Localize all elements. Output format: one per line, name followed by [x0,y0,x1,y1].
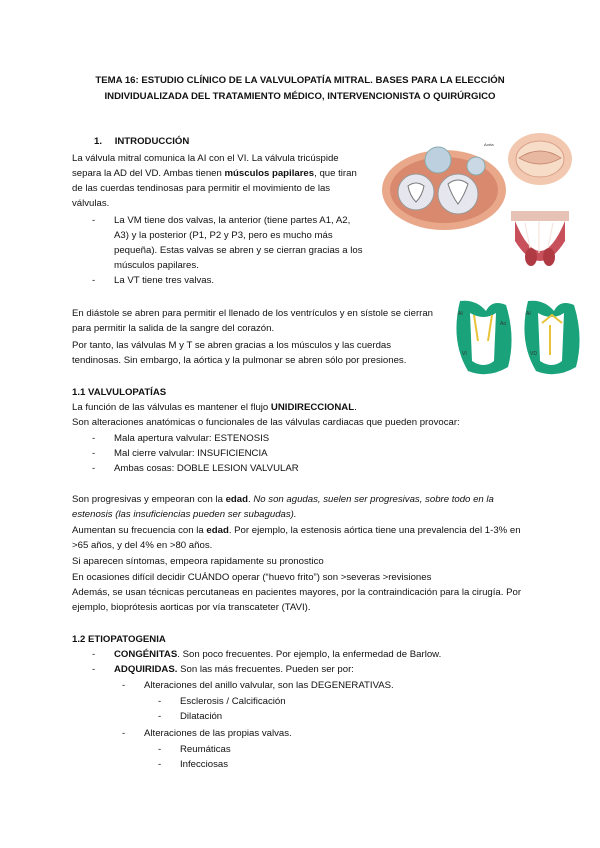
text-bold: músculos papilares [224,168,315,179]
valv-paragraph-4 [72,523,532,553]
list-item [92,662,532,677]
valv-paragraph-2: Son alteraciones anatómicas o funcionales de las válvulas cardiacas que pueden provocar: [72,417,460,428]
etio-sub1 [122,678,522,693]
etio-sub2-items [158,742,458,772]
intro-bullets [92,213,367,288]
list-item: - Dilatación [158,709,458,724]
list-item: - La VT tiene tres valvas. [92,273,367,288]
figure-label: AI [458,311,463,317]
text-italic: No son agudas, suelen ser progresivas, sobre todo en la estenosis (las insuficiencias pueden ser subagudas). [72,494,494,520]
text: . Son poco frecuentes. Por ejemplo, la enfermedad de Barlow. [177,649,442,660]
figure-label: AI [526,311,531,317]
text: Son progresivas y empeoran con la [72,494,226,505]
diastole-diagram [452,295,517,377]
systole-diagram [520,295,585,377]
figure-label: VD [530,351,537,357]
text: . [354,402,357,413]
list-item: - Esclerosis / Calcificación [158,694,458,709]
figure-label: VI [462,351,467,357]
list-item: - Mal cierre valvular: INSUFICIENCIA [92,446,492,461]
intro-paragraph-2: En diástole se abren para permitir el llenado de los ventrículos y en sístole se cierran para permitir la salida de la sangre del corazón. [72,308,434,334]
intro-paragraph-3: Por tanto, las válvulas M y T se abren gracias a los músculos y las cuerdas tendinosas. Sin embargo, la aórtica y la pulmonar se abren sólo por presiones. [72,340,407,366]
valv-paragraph-1 [72,400,532,415]
page-title: TEMA 16: ESTUDIO CLÍNICO DE LA VALVULOPATÍA MITRAL. BASES PARA LA ELECCIÓN INDIVIDUALIZADA DEL TRATAMIENTO MÉDICO, INTERVENCIONISTA O QUIRÚRGICO [95,75,505,102]
text: . Por ejemplo, la estenosis aórtica tiene una prevalencia del 1-3% en >65 años, y del 4% en >80 años. [72,525,521,551]
valv-paragraph-5: Si aparecen síntomas, empeora rapidamente su pronostico [72,556,324,567]
section-heading-valvulopatias: 1.1 VALVULOPATÍAS [72,387,167,398]
text: Aumentan su frecuencia con la [72,525,207,536]
text-bold: edad [225,494,248,505]
valv-bullets [92,431,492,476]
list-item: - Infecciosas [158,757,458,772]
text: La válvula mitral comunica la AI con el VI. La válvula tricúspide separa la AD del VD. Ambas tienen [72,153,339,179]
list-item: - La VM tiene dos valvas, la anterior (tiene partes A1, A2, A3) y la posterior (P1, P2 y P3, pero es mucho más pequeña). Estas valvas se abren y se cierran gracias a los músculos papilares. [92,213,367,273]
etio-sub1-items [158,694,458,724]
mitral-valve-photo [505,128,575,190]
figure-label: Aorta [484,142,494,147]
section-number: 1. [94,136,103,147]
section-heading-etiopatogenia: 1.2 ETIOPATOGENIA [72,634,166,645]
figure-label: Ao [500,321,507,327]
intro-paragraph-1 [72,151,367,211]
valv-paragraph-7: Además, se usan técnicas percutaneas en pacientes mayores, por la contraindicación para la cirugía. Por ejemplo, bioprótesis aorticas por vía transcateter (TAVI). [72,587,522,613]
text-bold: UNIDIRECCIONAL [270,402,355,413]
text: La función de las válvulas es mantener el flujo [72,402,271,413]
valv-paragraph-3 [72,492,532,522]
text: Son las más frecuentes. Pueden ser por: [177,664,354,675]
list-item [92,647,532,662]
valv-paragraph-6: En ocasiones difícil decidir CUÁNDO operar (“huevo frito”) son >severas >revisiones [72,572,432,583]
text-bold: edad [206,525,229,536]
heart-valves-figure [372,132,522,242]
section-heading-intro [94,134,189,149]
list-item: - Reumáticas [158,742,458,757]
papillary-muscle-figure [505,205,575,275]
section-title: INTRODUCCIÓN [114,136,190,147]
text-bold: CONGÉNITAS [114,649,178,660]
etio-bullets [92,647,532,677]
text: . [248,494,254,505]
list-item: - Ambas cosas: DOBLE LESION VALVULAR [92,461,492,476]
list-item: - Alteraciones del anillo valvular, son las DEGENERATIVAS. [122,678,522,693]
list-item: - Alteraciones de las propias valvas. [122,726,522,741]
etio-sub2 [122,726,522,741]
text: , que tiran de las cuerdas tendinosas para permitir el movimiento de las válvulas. [72,168,357,209]
list-item: - Mala apertura valvular: ESTENOSIS [92,431,492,446]
text-bold: ADQUIRIDAS. [114,664,178,675]
